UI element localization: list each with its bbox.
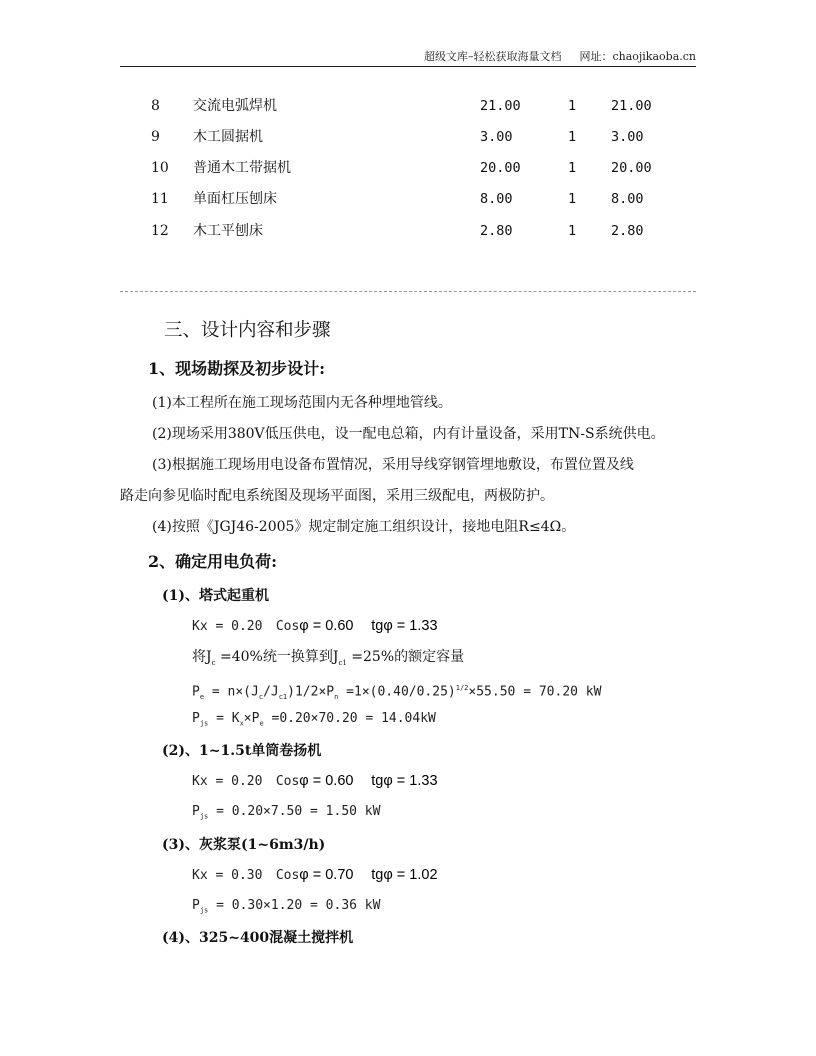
note-text: =25%的额定容量 — [346, 649, 465, 665]
equipment-qty: 1 — [568, 160, 577, 176]
expr: ×P — [243, 711, 260, 726]
subscript: x — [239, 719, 244, 728]
equipment-total: 3.00 — [611, 129, 644, 145]
subscript: e — [259, 719, 264, 728]
pjs-label: P — [192, 804, 200, 819]
subscript: c1 — [278, 692, 288, 701]
pe-label: P — [192, 684, 200, 700]
item-heading-mortar-pump: (3)、灰浆泵(1~6m3/h) — [162, 837, 326, 853]
tg-value: tgφ = 1.02 — [371, 867, 438, 883]
equipment-total: 8.00 — [611, 191, 644, 207]
subsection-title-survey: 1、现场勘探及初步设计: — [148, 359, 326, 378]
paragraph: (3)根据施工现场用电设备布置情况，采用导线穿钢管埋地敷设，布置位置及线 — [152, 457, 634, 473]
equipment-name: 交流电弧焊机 — [193, 98, 277, 114]
pjs-formula — [192, 896, 380, 921]
equipment-qty: 1 — [568, 129, 577, 145]
equipment-name: 木工圆据机 — [193, 129, 263, 145]
expr: )1/2×P — [287, 684, 335, 700]
expr: =0.20×70.20 = 14.04kW — [263, 711, 436, 726]
expr: = 0.20×7.50 = 1.50 kW — [208, 804, 381, 819]
paragraph-continuation: 路走向参见临时配电系统图及现场平面图，采用三级配电，两极防护。 — [120, 488, 554, 504]
expr: /J — [263, 684, 279, 700]
cos-value: φ = 0.60 — [299, 618, 354, 634]
equipment-power: 2.80 — [480, 223, 513, 239]
pe-formula — [192, 678, 601, 707]
header-site-url: 网址：chaojikaoba.cn — [579, 50, 696, 63]
cos-label: Cos — [275, 868, 300, 883]
pjs-label: P — [192, 711, 200, 726]
equipment-total: 2.80 — [611, 223, 644, 239]
paragraph: (4)按照《JGJ46-2005》规定制定施工组织设计，接地电阻R≤4Ω。 — [152, 519, 576, 535]
equipment-power: 3.00 — [480, 129, 513, 145]
kx-value: Kx = 0.20 — [192, 774, 263, 789]
item-heading-tower-crane: (1)、塔式起重机 — [162, 588, 269, 604]
equipment-qty: 1 — [568, 98, 577, 114]
subscript: js — [199, 719, 209, 728]
note-subscript: c1 — [338, 658, 347, 667]
expr: ×55.50 = 70.20 kW — [468, 684, 602, 700]
row-number: 9 — [151, 129, 160, 145]
equipment-total: 20.00 — [611, 160, 652, 176]
cos-label: Cos — [275, 619, 300, 634]
cos-value: φ = 0.70 — [299, 867, 354, 883]
superscript: 1/2 — [455, 684, 469, 692]
equipment-total: 21.00 — [611, 98, 652, 114]
equipment-qty: 1 — [568, 223, 577, 239]
pjs-label: P — [192, 898, 200, 913]
subscript: js — [199, 812, 209, 821]
tg-value: tgφ = 1.33 — [371, 773, 438, 789]
item-heading-concrete-mixer: (4)、325~400混凝土搅拌机 — [162, 930, 354, 946]
row-number: 10 — [151, 160, 169, 176]
note-text: =40%统一换算到J — [215, 649, 339, 665]
equipment-power: 20.00 — [480, 160, 521, 176]
conversion-note — [192, 647, 464, 673]
note-subscript: c — [211, 658, 216, 667]
row-number: 8 — [151, 98, 160, 114]
subscript: js — [199, 906, 209, 915]
expr: = 0.30×1.20 = 0.36 kW — [208, 898, 381, 913]
pjs-formula — [192, 709, 436, 734]
section-title: 三、设计内容和步骤 — [164, 320, 331, 341]
subsection-title-load: 2、确定用电负荷: — [148, 552, 278, 571]
paragraph: (1)本工程所在施工现场范围内无各种埋地管线。 — [152, 395, 452, 411]
paragraph: (2)现场采用380V低压供电，设一配电总箱，内有计量设备，采用TN-S系统供电。 — [152, 426, 665, 442]
equipment-power: 8.00 — [480, 191, 513, 207]
equipment-qty: 1 — [568, 191, 577, 207]
row-number: 12 — [151, 223, 169, 239]
equipment-name: 普通木工带据机 — [193, 160, 291, 176]
kx-value: Kx = 0.20 — [192, 619, 263, 634]
subscript: n — [334, 692, 339, 701]
equipment-name: 单面杠压刨床 — [193, 191, 277, 207]
tg-value: tgφ = 1.33 — [371, 618, 438, 634]
cos-value: φ = 0.60 — [299, 773, 354, 789]
coefficient-line — [192, 865, 438, 886]
kx-value: Kx = 0.30 — [192, 868, 263, 883]
expr: = n×(J — [204, 684, 259, 700]
subscript: e — [199, 692, 205, 701]
expr: =1×(0.40/0.25) — [338, 684, 456, 700]
coefficient-line — [192, 771, 438, 792]
row-number: 11 — [151, 191, 169, 207]
equipment-power: 21.00 — [480, 98, 521, 114]
header-library-text: 超级文库–轻松获取海量文档 — [423, 50, 562, 63]
cos-label: Cos — [275, 774, 300, 789]
item-heading-winch: (2)、1~1.5t单筒卷扬机 — [162, 743, 322, 759]
equipment-name: 木工平刨床 — [193, 223, 263, 239]
page-header — [120, 48, 696, 67]
dashed-divider — [120, 291, 696, 292]
note-text: 将J — [192, 649, 212, 665]
pjs-formula — [192, 802, 380, 827]
subscript: c — [258, 692, 264, 701]
coefficient-line — [192, 616, 438, 637]
expr: = K — [208, 711, 240, 726]
